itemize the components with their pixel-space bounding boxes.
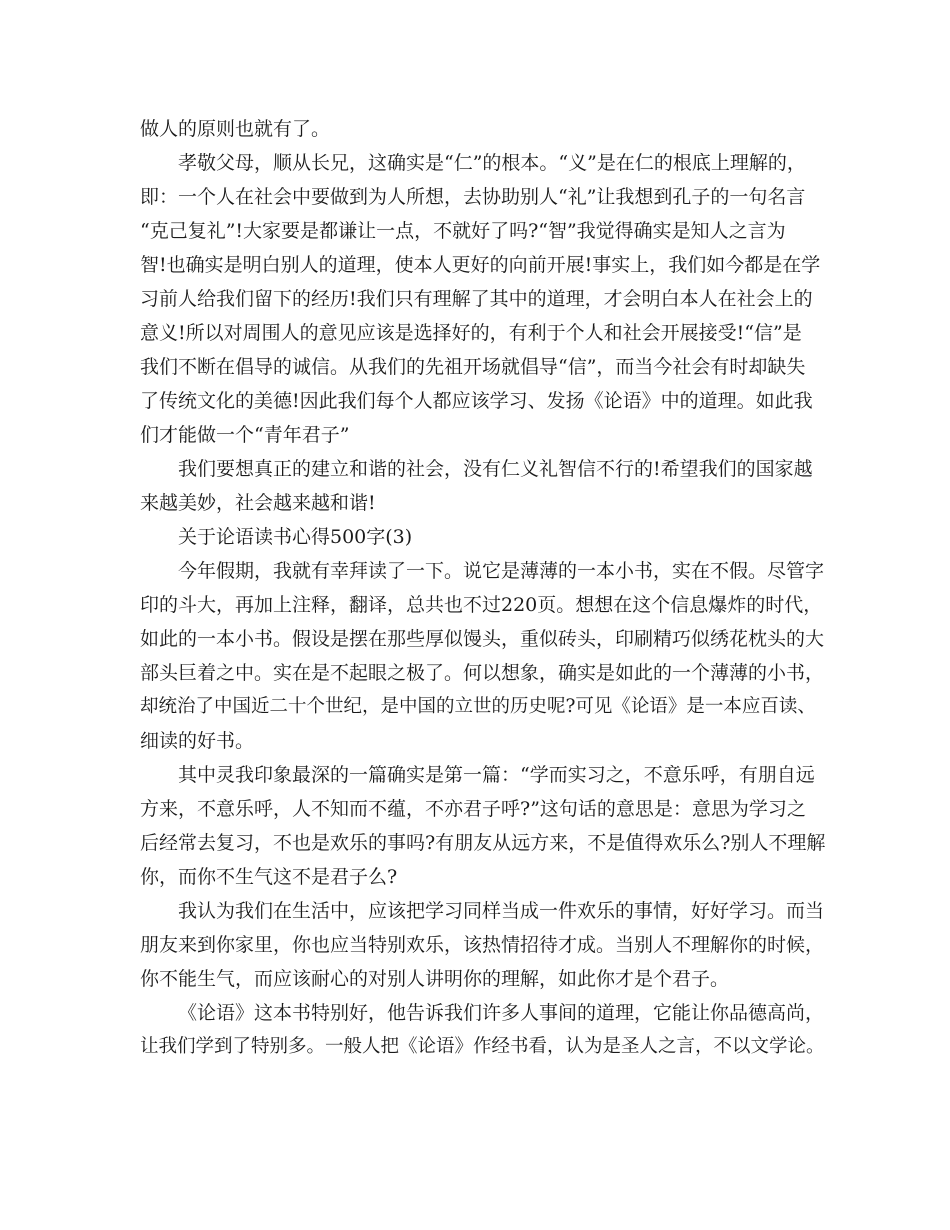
text-line: 让我们学到了特别多。一般人把《论语》作经书看，认为是圣人之言，不以文学论。 [140,1036,825,1057]
paragraph-start: 我们要想真正的建立和谐的社会，没有仁义礼智信不行的!希望我们的国家越 [178,458,813,480]
text-line: 如此的一本小书。假设是摆在那些厚似馒头，重似砖头，印刷精巧似绣花枕头的大 [140,628,825,650]
text-line: 来越美妙，社会越来越和谐! [140,492,376,514]
text-line: 朋友来到你家里，你也应当特别欢乐，该热情招待才成。当别人不理解你的时候， [140,934,825,956]
text-line: 们才能做一个“青年君子” [140,424,350,446]
text-line: 习前人给我们留下的经历!我们只有理解了其中的道理，才会明白本人在社会上的 [140,288,813,310]
text-line: 你不能生气，而应该耐心的对别人讲明你的理解，如此你才是个君子。 [140,968,730,990]
text-line: 印的斗大，再加上注释，翻译，总共也不过220页。想想在这个信息爆炸的时代， [140,594,823,616]
paragraph-start: 今年假期，我就有幸拜读了一下。说它是薄薄的一本小书，实在不假。尽管字 [178,560,825,582]
text-line: 却统治了中国近二十个世纪，是中国的立世的历史呢?可见《论语》是一本应百读、 [140,696,816,717]
paragraph-start: 《论语》这本书特别好，他告诉我们许多人事间的道理，它能让你品德高尚， [178,1002,825,1024]
paragraph-start: 其中灵我印象最深的一篇确实是第一篇：“学而实习之，不意乐呼，有朋自远 [178,764,815,786]
text-line: 智!也确实是明白别人的道理，使本人更好的向前开展!事实上，我们如今都是在学 [140,254,821,276]
text-line: 即：一个人在社会中要做到为人所想，去协助别人“礼”让我想到孔子的一句名言 [140,186,806,208]
text-line: 做人的原则也就有了。 [140,118,331,140]
text-line: 后经常去复习，不也是欢乐的事吗?有朋友从远方来，不是值得欢乐么?别人不理解 [140,832,826,854]
text-line: 我们不断在倡导的诚信。从我们的先祖开场就倡导“信”，而当今社会有时却缺失 [140,356,806,378]
paragraph-start: 我认为我们在生活中，应该把学习同样当成一件欢乐的事情，好好学习。而当 [178,900,825,922]
paragraph-start: 孝敬父母，顺从长兄，这确实是“仁”的根本。“义”是在仁的根底上理解的， [178,152,806,174]
text-line: “克己复礼”!大家要是都谦让一点，不就好了吗?“智”我觉得确实是知人之言为 [140,220,786,242]
text-line: 你，而你不生气这不是君子么? [140,866,398,888]
text-line: 意义!所以对周围人的意见应该是选择好的，有利于个人和社会开展接受!“信”是 [140,322,802,344]
text-line: 细读的好书。 [140,730,255,752]
section-heading: 关于论语读书心得500字(3) [178,526,413,548]
text-line: 方来，不意乐呼，人不知而不蕴，不亦君子呼?”这句话的意思是：意思为学习之 [140,798,806,820]
text-line: 了传统文化的美德!因此我们每个人都应该学习、发扬《论语》中的道理。如此我 [140,390,813,412]
text-line: 部头巨着之中。实在是不起眼之极了。何以想象，确实是如此的一个薄薄的小书， [140,662,825,684]
